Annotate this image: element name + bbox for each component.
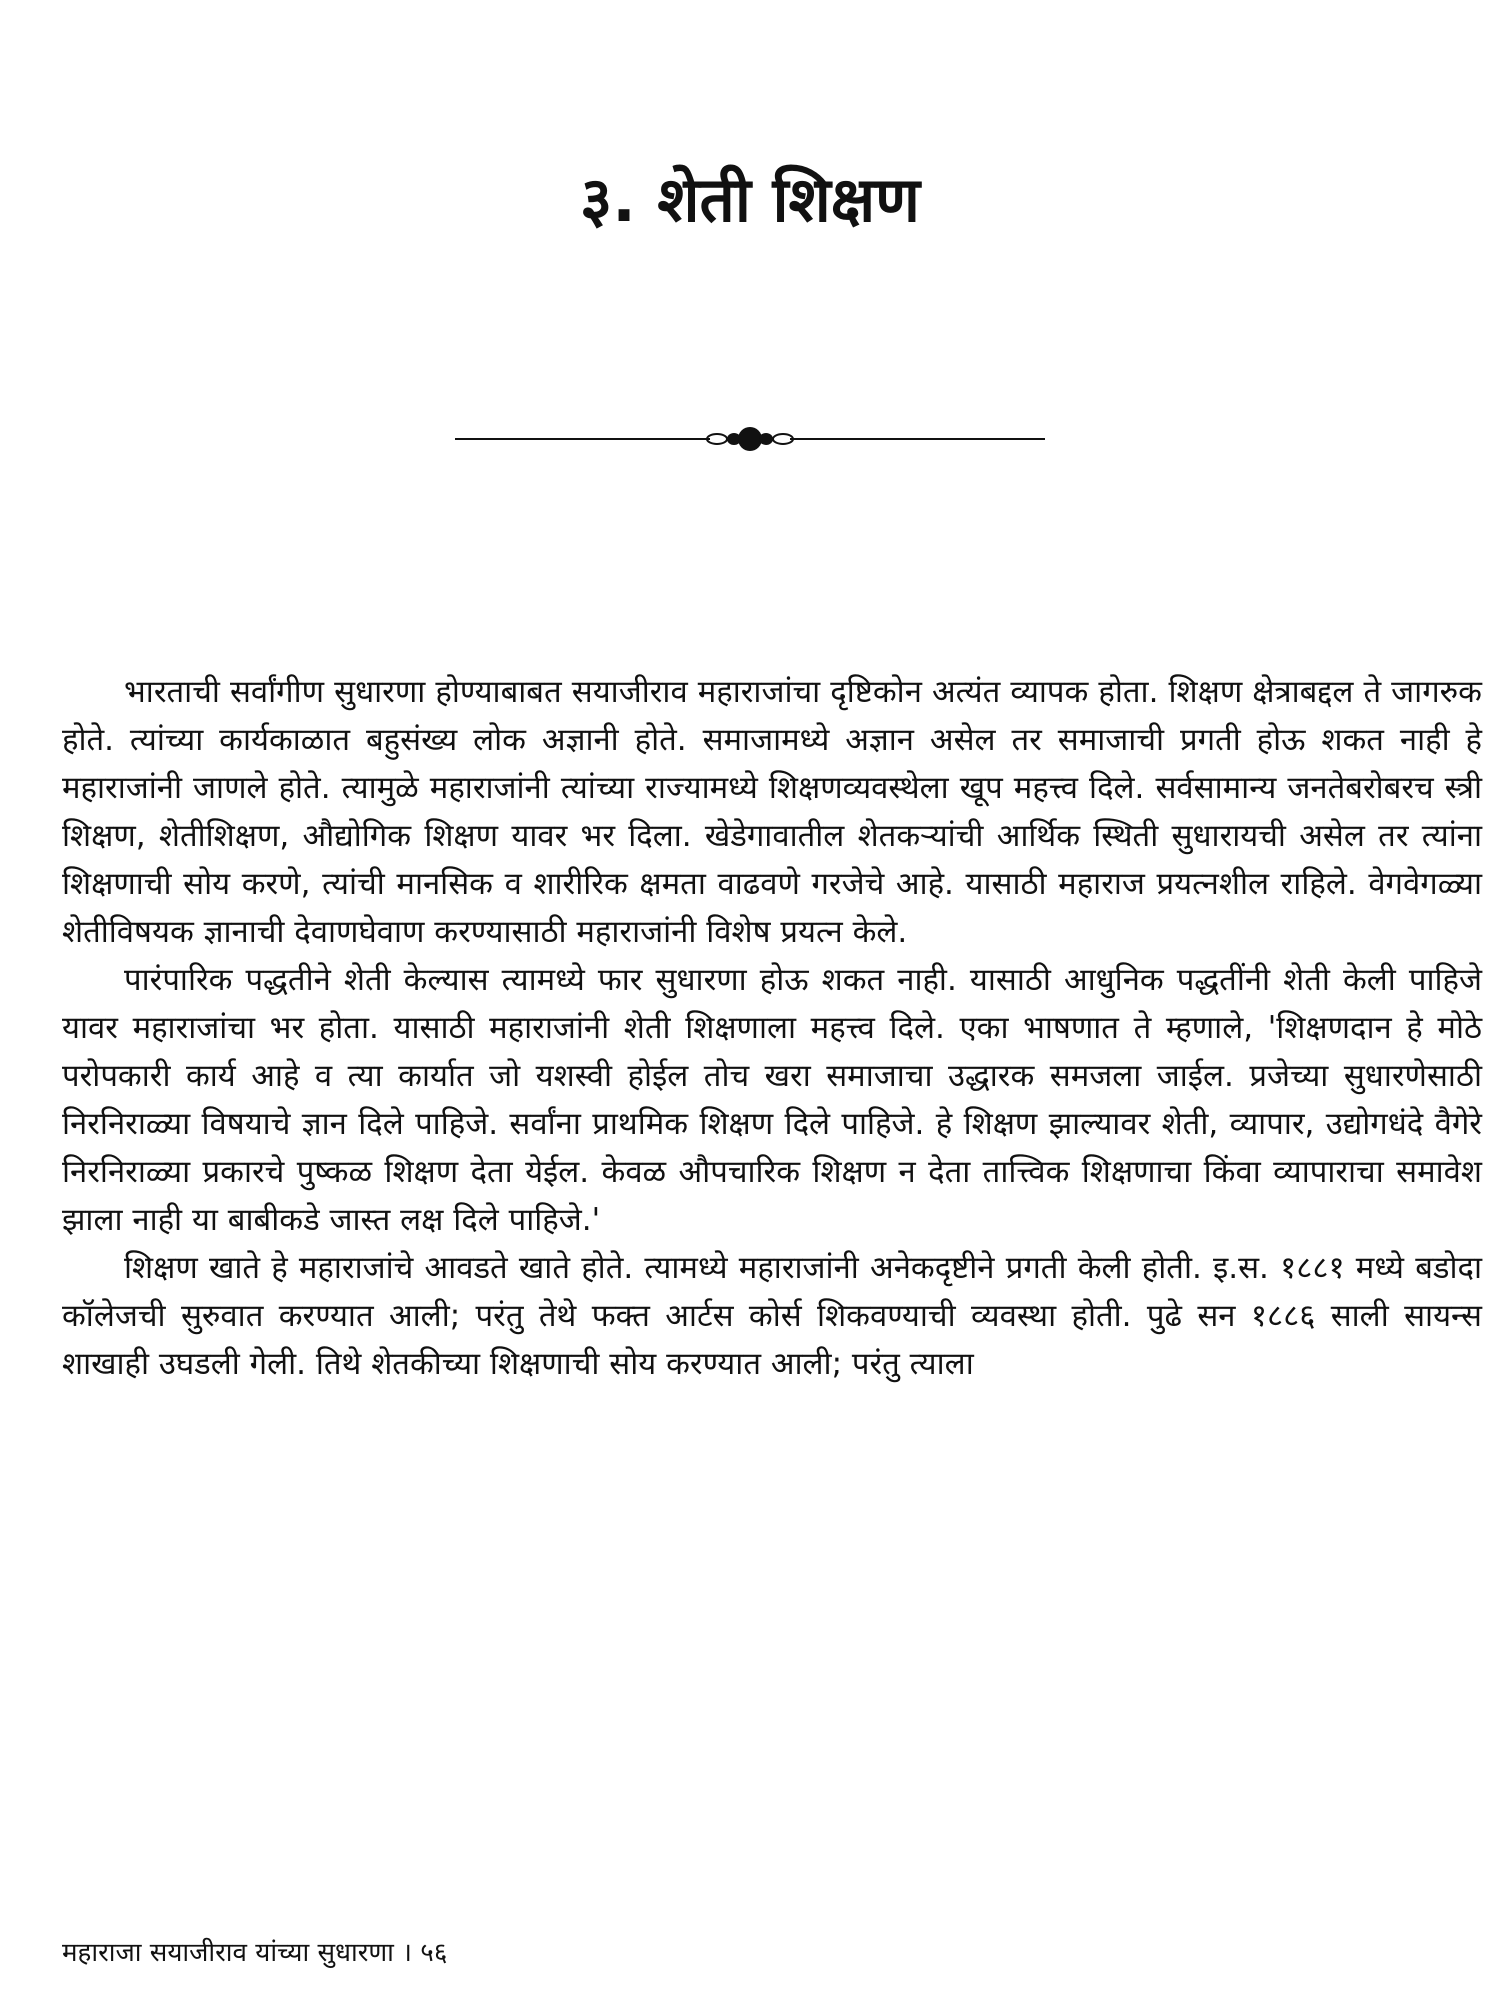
paragraph: पारंपारिक पद्धतीने शेती केल्यास त्यामध्ये फार सुधारणा होऊ शकत नाही. यासाठी आधुनिक पद्धतींनी शेती केली पाहिजे यावर महाराजांचा भर होता. यासाठी महाराजांनी शेती शिक्षणाला महत्त्व दिले. एका भाषणात ते म्हणाले, 'शिक्षणदान हे मोठे परोपकारी कार्य आहे व त्या कार्यात जो यशस्वी होईल तोच खरा समाजाचा उद्धारक समजला जाईल. प्रजेच्या सुधारणेसाठी निरनिराळ्या विषयाचे ज्ञान दिले पाहिजे. सर्वांना प्राथमिक शिक्षण दिले पाहिजे. हे शिक्षण झाल्यावर शेती, व्यापार, उद्योगधंदे वैगेरे निरनिराळ्या प्रकारचे पुष्कळ शिक्षण देता येईल. केवळ औपचारिक शिक्षण न देता तात्त्विक शिक्षणाचा किंवा व्यापाराचा समावेश झाला नाही या बाबीकडे जास्त लक्ष दिले पाहिजे.' [62,962,1482,1238]
running-title: महाराजा सयाजीराव यांच्या सुधारणा [62,1938,394,1968]
divider-flourish-icon [455,424,1045,454]
chapter-title: ३. शेती शिक्षण [579,163,921,236]
paragraph: शिक्षण खाते हे महाराजांचे आवडते खाते होते. त्यामध्ये महाराजांनी अनेकदृष्टीने प्रगती केली होती. इ.स. १८८१ मध्ये बडोदा कॉलेजची सुरुवात करण्यात आली; परंतु तेथे फक्त आर्टस कोर्स शिकवण्याची व्यवस्था होती. पुढे सन १८८६ साली सायन्स शाखाही उघडली गेली. तिथे शेतकीच्या शिक्षणाची सोय करण्यात आली; परंतु त्याला [62,1250,1482,1382]
footer-separator: । [402,1938,413,1968]
page-footer [62,1936,447,1970]
body-text [62,668,1482,1388]
paragraph: भारताची सर्वांगीण सुधारणा होण्याबाबत सयाजीराव महाराजांचा दृष्टिकोन अत्यंत व्यापक होता. शिक्षण क्षेत्राबद्दल ते जागरुक होते. त्यांच्या कार्यकाळात बहुसंख्य लोक अज्ञानी होते. समाजामध्ये अज्ञान असेल तर समाजाची प्रगती होऊ शकत नाही हे महाराजांनी जाणले होते. त्यामुळे महाराजांनी त्यांच्या राज्यामध्ये शिक्षणव्यवस्थेला खूप महत्त्व दिले. सर्वसामान्य जनतेबरोबरच स्त्री शिक्षण, शेतीशिक्षण, औद्योगिक शिक्षण यावर भर दिला. खेडेगावातील शेतकऱ्यांची आर्थिक स्थिती सुधारायची असेल तर त्यांना शिक्षणाची सोय करणे, त्यांची मानसिक व शारीरिक क्षमता वाढवणे गरजेचे आहे. यासाठी महाराज प्रयत्नशील राहिले. वेगवेगळ्या शेतीविषयक ज्ञानाची देवाणघेवाण करण्यासाठी महाराजांनी विशेष प्रयत्न केले. [62,674,1482,950]
page-number: ५६ [420,1938,448,1968]
